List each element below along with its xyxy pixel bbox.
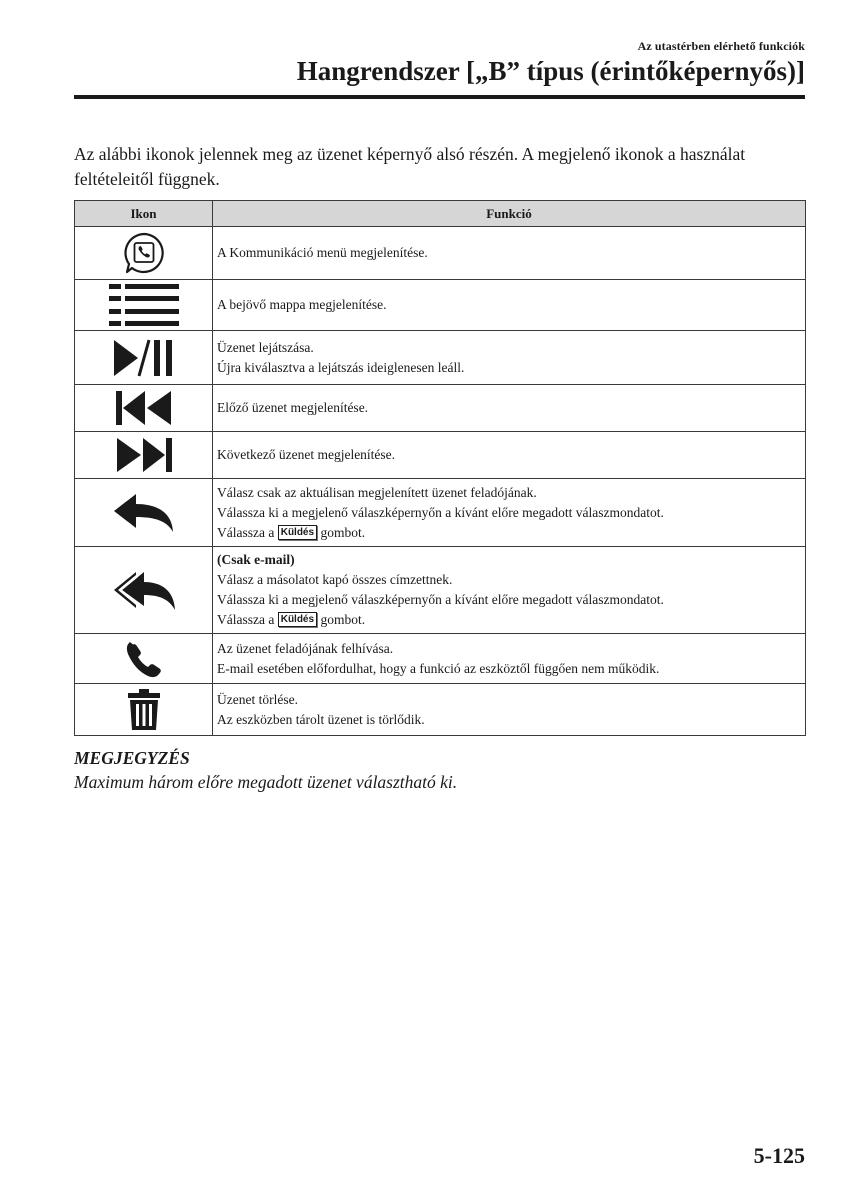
function-line: A Kommunikáció menü megjelenítése. (217, 245, 428, 260)
function-cell (213, 227, 806, 280)
page-title: Hangrendszer [„B” típus (érintőképernyős)] (296, 56, 805, 86)
function-cell (213, 684, 806, 736)
icon-cell (75, 547, 213, 634)
section-label: Az utastérben elérhető funkciók (637, 39, 805, 53)
icon-cell (75, 634, 213, 684)
icon-cell (75, 280, 213, 331)
function-cell (213, 280, 806, 331)
function-line: Az üzenet feladójának felhívása. (217, 640, 394, 656)
function-line: Válassza ki a megjelenő válaszképernyőn a kívánt előre megadott válaszmondatot. (217, 592, 664, 607)
page-number: 5-125 (753, 1143, 805, 1168)
icon-cell (75, 432, 213, 479)
table-row (75, 479, 806, 547)
function-line (217, 523, 801, 543)
function-line: Előző üzenet megjelenítése. (217, 400, 369, 415)
header-icon: Ikon (75, 201, 213, 227)
function-line (217, 610, 801, 630)
next-track-icon (115, 437, 173, 473)
send-button-label: Küldés (278, 612, 317, 627)
intro-paragraph: Az alábbi ikonok jelennek meg az üzenet képernyő alsó részén. A megjelenő ikonok a használat feltételeitől függnek. (74, 144, 746, 189)
function-line: E-mail esetében előfordulhat, hogy a funkció az eszköztől függően nem működik. (217, 660, 660, 676)
function-line: Üzenet törlése. (217, 691, 298, 707)
table-row (75, 432, 806, 479)
icon-cell (75, 227, 213, 280)
function-line: Válasz a másolatot kapó összes címzettnek. (217, 572, 453, 587)
play-pause-icon (113, 338, 175, 378)
function-line: Az eszközben tárolt üzenet is törlődik. (217, 711, 425, 727)
table-row (75, 385, 806, 432)
function-line: Újra kiválasztva a lejátszás ideiglenesen leáll. (217, 359, 465, 375)
reply-icon (113, 493, 175, 533)
icon-cell (75, 331, 213, 385)
select-suffix: gombot. (320, 524, 366, 540)
icon-cell (75, 385, 213, 432)
previous-track-icon (115, 390, 173, 426)
table-row (75, 547, 806, 634)
function-heading: (Csak e-mail) (217, 552, 295, 567)
phone-icon (124, 639, 164, 679)
function-line: Üzenet lejátszása. (217, 339, 314, 355)
send-button-label: Küldés (278, 525, 317, 540)
select-prefix: Válassza a (217, 612, 275, 627)
table-row (75, 684, 806, 736)
function-line: A bejövő mappa megjelenítése. (217, 297, 387, 312)
function-line: Következő üzenet megjelenítése. (217, 447, 396, 462)
header-function: Funkció (213, 201, 806, 227)
reply-all-icon (112, 568, 176, 612)
note-text: Maximum három előre megadott üzenet választható ki. (74, 772, 458, 792)
function-cell (213, 634, 806, 684)
select-suffix: gombot. (320, 612, 366, 627)
function-cell (213, 547, 806, 634)
trash-icon (127, 689, 161, 731)
title-rule (74, 95, 805, 99)
list-icon (109, 283, 179, 327)
icon-function-table (74, 200, 806, 736)
table-row (75, 331, 806, 385)
table-header-row (75, 201, 806, 227)
table-row (75, 634, 806, 684)
function-cell (213, 331, 806, 385)
icon-cell (75, 684, 213, 736)
function-cell (213, 385, 806, 432)
table-row (75, 280, 806, 331)
function-cell (213, 479, 806, 547)
table-row (75, 227, 806, 280)
function-line: Válasz csak az aktuálisan megjelenített üzenet feladójának. (217, 484, 537, 500)
function-line: Válassza ki a megjelenő válaszképernyőn a kívánt előre megadott válaszmondatot. (217, 504, 664, 520)
note-heading: MEGJEGYZÉS (74, 748, 190, 768)
select-prefix: Válassza a (217, 524, 275, 540)
icon-cell (75, 479, 213, 547)
function-cell (213, 432, 806, 479)
communication-icon (122, 231, 166, 275)
